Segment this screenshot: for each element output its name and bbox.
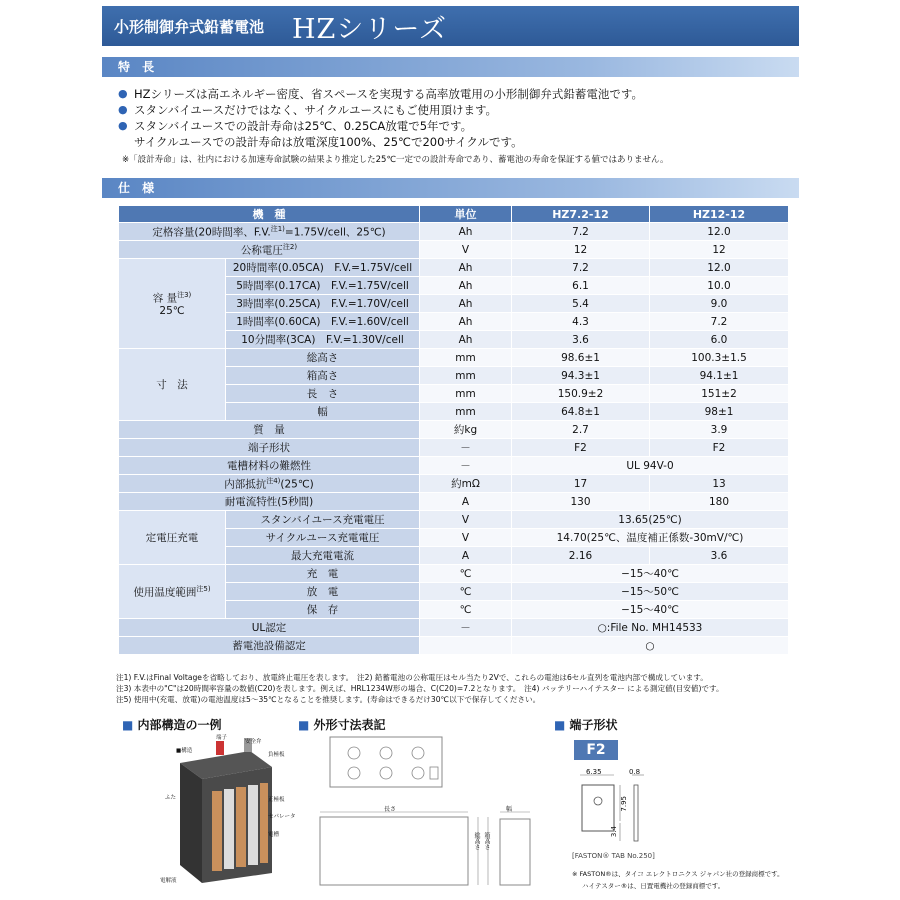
row-label: スタンバイユース充電電圧 xyxy=(226,511,420,529)
value-cell: ○ xyxy=(512,637,789,655)
features-list xyxy=(118,86,798,168)
diagram-label: 安全弁 xyxy=(245,739,262,745)
unit-cell: A xyxy=(420,493,512,511)
value-cell: 12.0 xyxy=(650,259,789,277)
unit-cell: － xyxy=(420,457,512,475)
row-label: 5時間率(0.17CA) F.V.=1.75V/cell xyxy=(226,277,420,295)
value-cell: ○:File No. MH14533 xyxy=(512,619,789,637)
value-cell: 14.70(25℃、温度補正係数-30mV/℃) xyxy=(512,529,789,547)
trademark-note: ※ FASTON®は、タイコ エレクトロニクス ジャパン社の登録商標です。 xyxy=(572,870,784,878)
value-cell: −15〜50℃ xyxy=(512,583,789,601)
footnote: 注1) F.V.はFinal Voltageを省略しており、放電終止電圧を表します。 注2) 鉛蓄電池の公称電圧はセル当たり2Vで、これらの電池は6セル直列を電池内部で構成しています。 xyxy=(116,673,708,682)
diagram-label: ふた xyxy=(165,795,177,801)
unit-cell: 約mΩ xyxy=(420,475,512,493)
feature-note: ※「設計寿命」は、社内における加速寿命試験の結果より推定した25℃一定での設計寿命であり、蓄電池の寿命を保証する値ではありません。 xyxy=(122,155,669,165)
unit-cell: A xyxy=(420,547,512,565)
table-row xyxy=(119,241,789,259)
table-row xyxy=(119,349,789,367)
outline-label: 総高さ xyxy=(473,832,480,850)
value-cell: 17 xyxy=(512,475,650,493)
table-header-row xyxy=(119,206,789,223)
value-cell: 2.16 xyxy=(512,547,650,565)
row-label: 電槽材料の難燃性 xyxy=(119,457,420,475)
trademark-note: ハイテスター®は、日置電機社の登録商標です。 xyxy=(582,882,725,890)
table-row xyxy=(119,421,789,439)
capacity-group-label: 容 量$^{注3)}$ 25℃ xyxy=(119,259,226,349)
dimension-label: 6.35 xyxy=(586,768,602,776)
value-cell: 98.6±1 xyxy=(512,349,650,367)
row-label: 保 存 xyxy=(226,601,420,619)
value-cell: 2.7 xyxy=(512,421,650,439)
value-cell: 3.9 xyxy=(650,421,789,439)
outline-label: 長さ xyxy=(384,806,397,813)
header-hz12: HZ12-12 xyxy=(650,206,789,223)
value-cell: 150.9±2 xyxy=(512,385,650,403)
value-cell: F2 xyxy=(512,439,650,457)
row-label: UL認定 xyxy=(119,619,420,637)
diagram-label: 電槽 xyxy=(268,832,280,838)
unit-cell: mm xyxy=(420,367,512,385)
bullet-icon: ● xyxy=(118,119,128,132)
row-label: 放 電 xyxy=(226,583,420,601)
value-cell: 10.0 xyxy=(650,277,789,295)
bullet-icon: ● xyxy=(118,87,128,100)
value-cell: 100.3±1.5 xyxy=(650,349,789,367)
unit-cell: mm xyxy=(420,349,512,367)
unit-cell: ℃ xyxy=(420,583,512,601)
value-cell: 94.1±1 xyxy=(650,367,789,385)
value-cell: 12 xyxy=(512,241,650,259)
header-unit: 単位 xyxy=(420,206,512,223)
value-cell: −15〜40℃ xyxy=(512,565,789,583)
square-icon: ■ xyxy=(298,718,314,732)
table-row xyxy=(119,223,789,241)
bullet-icon: ● xyxy=(118,103,128,116)
value-cell: −15〜40℃ xyxy=(512,601,789,619)
square-icon: ■ xyxy=(554,718,570,732)
row-label: 総高さ xyxy=(226,349,420,367)
unit-cell: Ah xyxy=(420,259,512,277)
diagram-label: ■構造 xyxy=(176,748,193,754)
section-spec-header: 仕 様 xyxy=(102,178,799,198)
table-row xyxy=(119,511,789,529)
table-row xyxy=(119,637,789,655)
row-label: 公称電圧$^{注2)}$ xyxy=(119,241,420,259)
value-cell: 3.6 xyxy=(512,331,650,349)
unit-cell: Ah xyxy=(420,313,512,331)
unit-cell: mm xyxy=(420,403,512,421)
dimension-label: 3.4 xyxy=(610,826,618,838)
row-label: 内部抵抗$^{注4)}$(25℃) xyxy=(119,475,420,493)
row-label: 10分間率(3CA) F.V.=1.30V/cell xyxy=(226,331,420,349)
title-series: HZシリーズ xyxy=(292,13,447,45)
row-label: 箱高さ xyxy=(226,367,420,385)
value-cell: 151±2 xyxy=(650,385,789,403)
value-cell: 98±1 xyxy=(650,403,789,421)
row-label: 20時間率(0.05CA) F.V.=1.75V/cell xyxy=(226,259,420,277)
value-cell: 7.2 xyxy=(650,313,789,331)
row-label: 幅 xyxy=(226,403,420,421)
value-cell: 12 xyxy=(650,241,789,259)
value-cell: 13.65(25℃) xyxy=(512,511,789,529)
diagram-label: 端子 xyxy=(216,735,228,741)
footnote: 注3) 本表中の"C"は20時間率容量の数値(C20)を表します。例えば、HRL1234W形の場合、C(C20)=7.2となります。 注4) バッテリーハイテスター による測定値(目安値)です。 xyxy=(116,684,724,693)
table-row xyxy=(119,475,789,493)
unit-cell: － xyxy=(420,439,512,457)
terminal-type-badge: F2 xyxy=(574,740,618,760)
diagram-label: 電解液 xyxy=(160,878,177,884)
value-cell: 130 xyxy=(512,493,650,511)
row-label: 定格容量(20時間率、F.V.$^{注1)}$=1.75V/cell、25℃) xyxy=(119,223,420,241)
value-cell: 180 xyxy=(650,493,789,511)
value-cell: 12.0 xyxy=(650,223,789,241)
value-cell: 64.8±1 xyxy=(512,403,650,421)
table-row xyxy=(119,565,789,583)
outline-label: 幅 xyxy=(506,806,513,813)
table-row xyxy=(119,493,789,511)
table-row xyxy=(119,439,789,457)
unit-cell: V xyxy=(420,241,512,259)
header-hz7: HZ7.2-12 xyxy=(512,206,650,223)
internal-structure-title: ■ 内部構造の一例 xyxy=(122,718,222,732)
section-features-header: 特 長 xyxy=(102,57,799,77)
value-cell: 7.2 xyxy=(512,223,650,241)
value-cell: 6.1 xyxy=(512,277,650,295)
table-row xyxy=(119,259,789,277)
outline-label: 箱高さ xyxy=(483,832,490,850)
value-cell: 13 xyxy=(650,475,789,493)
row-label: 最大充電電流 xyxy=(226,547,420,565)
row-label: 長 さ xyxy=(226,385,420,403)
unit-cell: Ah xyxy=(420,277,512,295)
unit-cell: V xyxy=(420,529,512,547)
row-label: サイクルユース充電電圧 xyxy=(226,529,420,547)
feature-item: ● スタンバイユースでの設計寿命は25℃、0.25CA放電で5年です。 xyxy=(118,119,473,133)
value-cell: UL 94V-0 xyxy=(512,457,789,475)
row-label: 耐電流特性(5秒間) xyxy=(119,493,420,511)
value-cell: 9.0 xyxy=(650,295,789,313)
unit-cell xyxy=(420,637,512,655)
dimension-label: 0.8 xyxy=(629,768,641,776)
value-cell: 6.0 xyxy=(650,331,789,349)
row-label: 蓄電池設備認定 xyxy=(119,637,420,655)
row-label: 端子形状 xyxy=(119,439,420,457)
outline-title: ■ 外形寸法表記 xyxy=(298,718,386,732)
feature-item: ● スタンバイユースだけではなく、サイクルユースにもご使用頂けます。 xyxy=(118,103,498,117)
value-cell: 5.4 xyxy=(512,295,650,313)
dimension-group-label: 寸 法 xyxy=(119,349,226,421)
row-label: 充 電 xyxy=(226,565,420,583)
spec-table xyxy=(118,205,789,655)
table-row xyxy=(119,457,789,475)
value-cell: 4.3 xyxy=(512,313,650,331)
unit-cell: Ah xyxy=(420,295,512,313)
title-bar xyxy=(102,6,799,46)
diagram-label: 正極板 xyxy=(268,797,285,803)
row-label: 質 量 xyxy=(119,421,420,439)
footnotes xyxy=(116,672,806,705)
unit-cell: ℃ xyxy=(420,565,512,583)
feature-item: ● HZシリーズは高エネルギー密度、省スペースを実現する高率放電用の小形制御弁式鉛蓄電池です。 xyxy=(118,87,643,101)
diagram-label: セパレータ xyxy=(268,814,296,820)
unit-cell: Ah xyxy=(420,331,512,349)
charge-group-label: 定電圧充電 xyxy=(119,511,226,565)
unit-cell: Ah xyxy=(420,223,512,241)
unit-cell: － xyxy=(420,619,512,637)
unit-cell: V xyxy=(420,511,512,529)
outline-drawing xyxy=(318,735,538,900)
row-label: 3時間率(0.25CA) F.V.=1.70V/cell xyxy=(226,295,420,313)
value-cell: 7.2 xyxy=(512,259,650,277)
unit-cell: 約kg xyxy=(420,421,512,439)
faston-tab-label: [FASTON® TAB No.250] xyxy=(572,852,655,860)
dimension-label: 7.95 xyxy=(620,796,628,812)
row-label: 1時間率(0.60CA) F.V.=1.60V/cell xyxy=(226,313,420,331)
unit-cell: mm xyxy=(420,385,512,403)
table-row xyxy=(119,619,789,637)
title-main: 小形制御弁式鉛蓄電池 xyxy=(114,17,265,36)
diagram-label: 負極板 xyxy=(268,752,285,758)
value-cell: 3.6 xyxy=(650,547,789,565)
footnote: 注5) 使用中(充電、放電)の電池温度は5〜35℃となることを推奨します。(寿命はできるだけ30℃以下で保存してください。 xyxy=(116,695,541,704)
header-model: 機 種 xyxy=(119,206,420,223)
feature-continuation: サイクルユースでの設計寿命は放電深度100%、25℃で200サイクルです。 xyxy=(134,135,523,149)
square-icon: ■ xyxy=(122,718,138,732)
terminal-title: ■ 端子形状 xyxy=(554,718,618,732)
temperature-group-label: 使用温度範囲$^{注5)}$ xyxy=(119,565,226,619)
value-cell: 94.3±1 xyxy=(512,367,650,385)
value-cell: F2 xyxy=(650,439,789,457)
unit-cell: ℃ xyxy=(420,601,512,619)
